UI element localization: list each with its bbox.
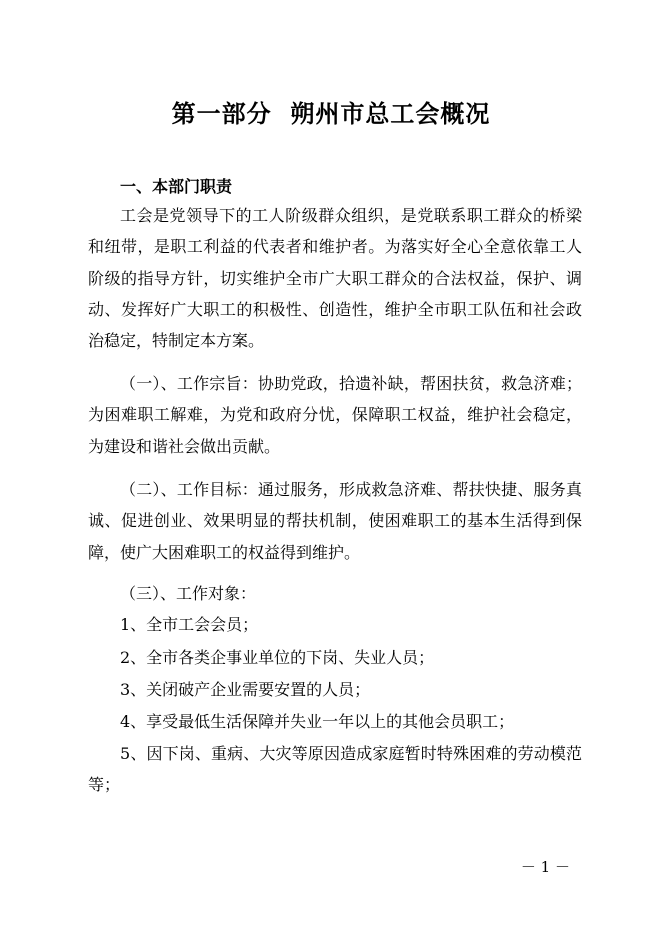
page-number: － 1 － <box>520 858 570 876</box>
list-item: 2、全市各类企事业单位的下岗、失业人员； <box>120 648 435 667</box>
list-item: 3、关闭破产企业需要安置的人员； <box>120 680 371 699</box>
list-item: 1、全市工会会员； <box>120 615 259 634</box>
list-item: 4、享受最低生活保障并失业一年以上的其他会员职工； <box>120 712 515 731</box>
page-title: 第一部分 朔州市总工会概况 <box>171 99 491 128</box>
paragraph-intro: 工会是党领导下的工人阶级群众组织，是党联系职工群众的桥梁和纽带，是职工利益的代表者和维护者。为落实好全心全意依靠工人阶级的指导方针，切实维护全市广大职工群众的合法权益，保护、调动、发挥好广大职工的积极性、创造性，维护全市职工队伍和社会政治稳定，特制定本方案。 <box>88 206 582 351</box>
list-item: 5、因下岗、重病、大灾等原因造成家庭暂时特殊困难的劳动模范等； <box>88 744 582 795</box>
paragraph-work-purpose: （一）、工作宗旨：协助党政，拾遗补缺，帮困扶贫，救急济难；为困难职工解难，为党和政府分忧，保障职工权益，维护社会稳定，为建设和谐社会做出贡献。 <box>88 374 582 456</box>
section-heading: 一、本部门职责 <box>120 177 233 196</box>
paragraph-work-goal: （二）、工作目标：通过服务，形成救急济难、帮扶快捷、服务真诚、促进创业、效果明显的帮扶机制，使困难职工的基本生活得到保障，使广大困难职工的权益得到维护。 <box>88 480 582 562</box>
paragraph-work-target-heading: （三）、工作对象： <box>120 584 257 603</box>
